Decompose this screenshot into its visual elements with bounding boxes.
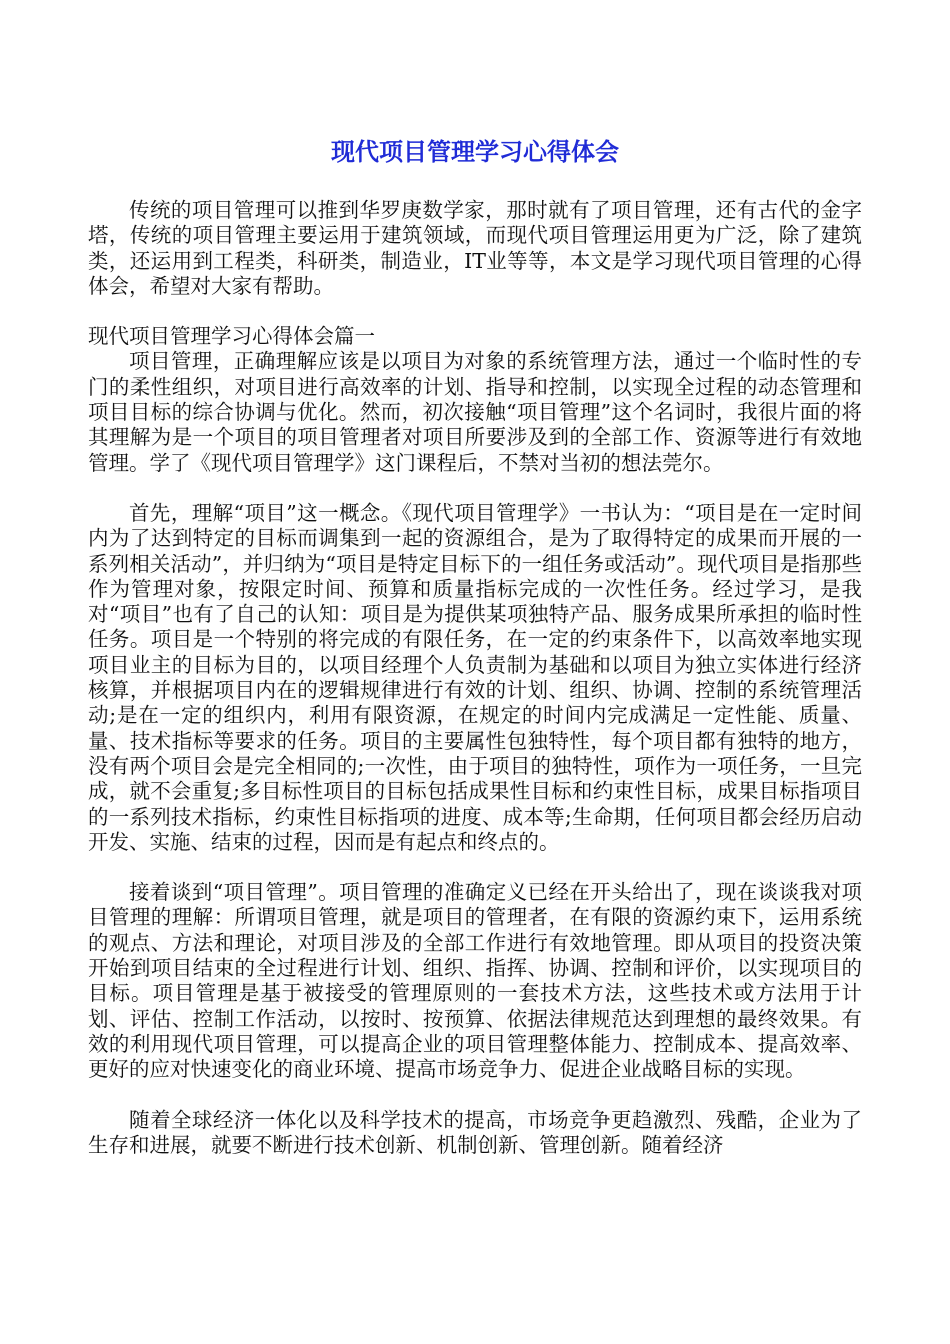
body-paragraph: 随着全球经济一体化以及科学技术的提高，市场竞争更趋激烈、残酷，企业为了生存和进展，就要不断进行技术创新、机制创新、管理创新。随着经济 [88,1107,862,1157]
body-paragraph: 接着谈到“项目管理”。项目管理的准确定义已经在开头给出了，现在谈谈我对项目管理的理解：所谓项目管理，就是项目的管理者，在有限的资源约束下，运用系统的观点、方法和理论，对项目涉及的全部工作进行有效地管理。即从项目的投资决策开始到项目结束的全过程进行计划、组织、指挥、协调、控制和评价，以实现项目的目标。项目管理是基于被接受的管理原则的一套技术方法，这些技术或方法用于计划、评估、控制工作活动，以按时、按预算、依据法律规范达到理想的最终效果。有效的利用现代项目管理，可以提高企业的项目管理整体能力、控制成本、提高效率、更好的应对快速变化的商业环境、提高市场竞争力、促进企业战略目标的实现。 [88,880,862,1082]
body-paragraph: 项目管理，正确理解应该是以项目为对象的系统管理方法，通过一个临时性的专门的柔性组织，对项目进行高效率的计划、指导和控制，以实现全过程的动态管理和项目目标的综合协调与优化。然而，初次接触“项目管理”这个名词时，我很片面的将其理解为是一个项目的项目管理者对项目所要涉及到的全部工作、资源等进行有效地管理。学了《现代项目管理学》这门课程后，不禁对当初的想法莞尔。 [88,349,862,475]
document-title: 现代项目管理学习心得体会 [331,138,619,166]
body-paragraph: 首先，理解“项目”这一概念。《现代项目管理学》一书认为：“项目是在一定时间内为了达到特定的目标而调集到一起的资源组合，是为了取得特定的成果而开展的一系列相关活动”，并归纳为“项目是特定目标下的一组任务或活动”。现代项目是指那些作为管理对象，按限定时间、预算和质量指标完成的一次性任务。经过学习，是我对“项目”也有了自己的认知：项目是为提供某项独特产品、服务成果所承担的临时性任务。项目是一个特别的将完成的有限任务，在一定的约束条件下，以高效率地实现项目业主的目标为目的，以项目经理个人负责制为基础和以项目为独立实体进行经济核算，并根据项目内在的逻辑规律进行有效的计划、组织、协调、控制的系统管理活动;是在一定的组织内，利用有限资源，在规定的时间内完成满足一定性能、质量、量、技术指标等要求的任务。项目的主要属性包独特性，每个项目都有独特的地方，没有两个项目会是完全相同的;一次性，由于项目的独特性，项作为一项任务，一旦完成，就不会重复;多目标性项目的目标包括成果性目标和约束性目标，成果目标指项目的一系列技术指标，约束性目标指项的进度、成本等;生命期，任何项目都会经历启动开发、实施、结束的过程，因而是有起点和终点的。 [88,500,862,854]
intro-paragraph: 传统的项目管理可以推到华罗庚数学家，那时就有了项目管理，还有古代的金字塔，传统的项目管理主要运用于建筑领域，而现代项目管理运用更为广泛，除了建筑类，还运用到工程类，科研类，制造业，IT业等等，本文是学习现代项目管理的心得体会，希望对大家有帮助。 [88,198,862,298]
document-body [88,198,862,1158]
section-heading: 现代项目管理学习心得体会篇一 [88,324,375,349]
